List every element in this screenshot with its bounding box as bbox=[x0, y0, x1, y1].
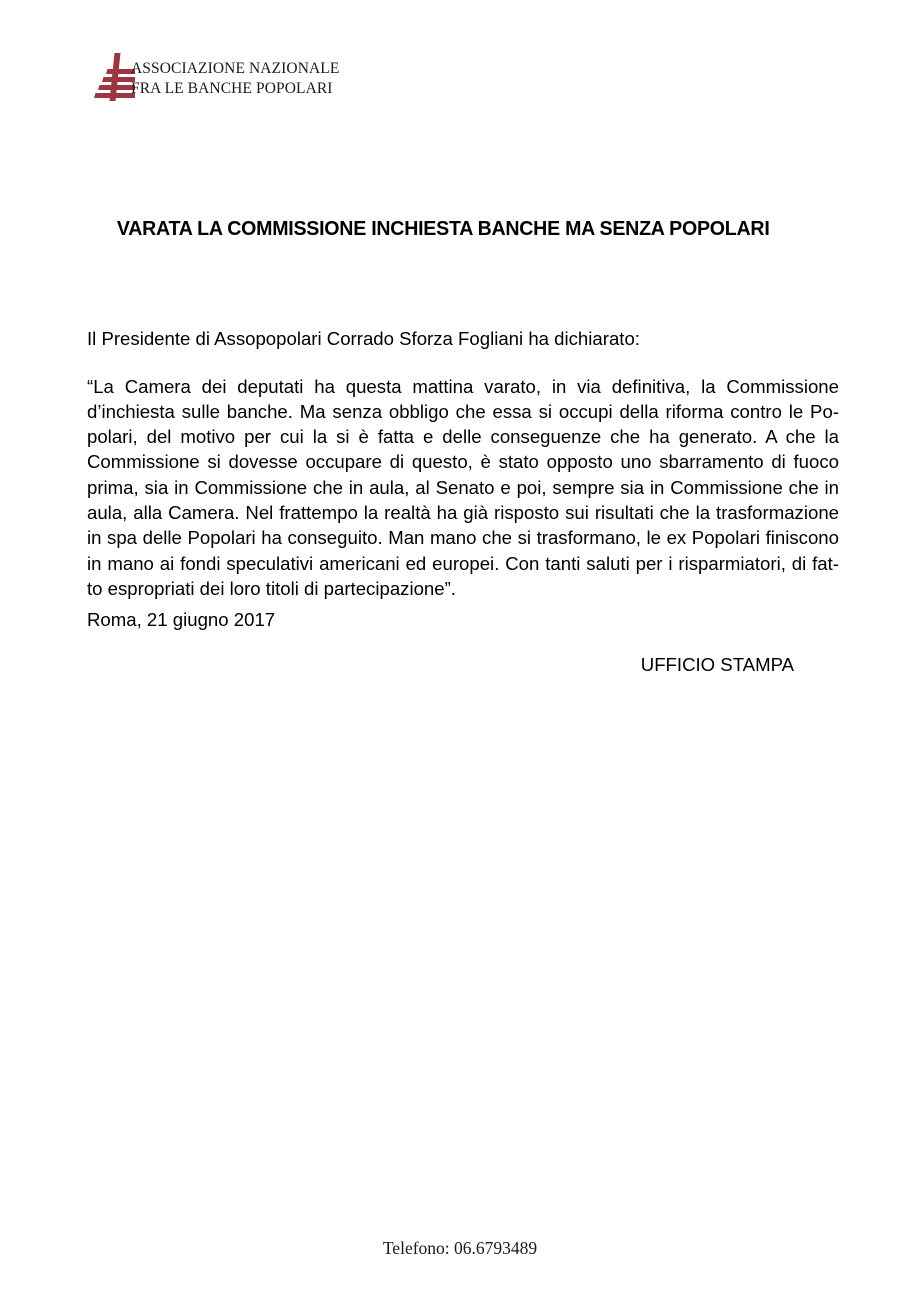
organization-name-line1: ASSOCIAZIONE NAZIONALE bbox=[131, 60, 340, 77]
letterhead bbox=[93, 50, 353, 108]
quote-paragraph: “La Camera dei deputati ha questa mattina varato, in via definitiva, la Commissione d’inchiesta sulle banche. Ma senza obbligo che essa si occupi della riforma contro le Po-polari, del motivo per cui la si è fatta e delle conseguenze che ha generato. A che la Commissione si dovesse occupare di questo, è stato opposto uno sbarramento di fuoco prima, sia in Commissione che in aula, al Senato e poi, sempre sia in Commissione che in aula, alla Camera. Nel frattempo la realtà ha già risposto sui risultati che la trasformazione in spa delle Popolari ha conseguito. Man mano che si trasformano, le ex Popolari finiscono in mano ai fondi speculativi americani ed europei. Con tanti saluti per i risparmiatori, di fat-to espropriati dei loro titoli di partecipazione”. bbox=[87, 375, 839, 599]
intro-paragraph: Il Presidente di Assopopolari Corrado Sforza Fogliani ha dichiarato: bbox=[87, 327, 640, 349]
footer-contact: Telefono: 06.6793489 bbox=[382, 1238, 538, 1258]
organization-name bbox=[131, 59, 339, 99]
page-title: VARATA LA COMMISSIONE INCHIESTA BANCHE MA SENZA POPOLARI bbox=[116, 216, 770, 240]
organization-name-line2: FRA LE BANCHE POPOLARI bbox=[131, 80, 333, 97]
place-and-date: Roma, 21 giugno 2017 bbox=[87, 608, 276, 630]
signature-line: UFFICIO STAMPA bbox=[640, 653, 794, 675]
